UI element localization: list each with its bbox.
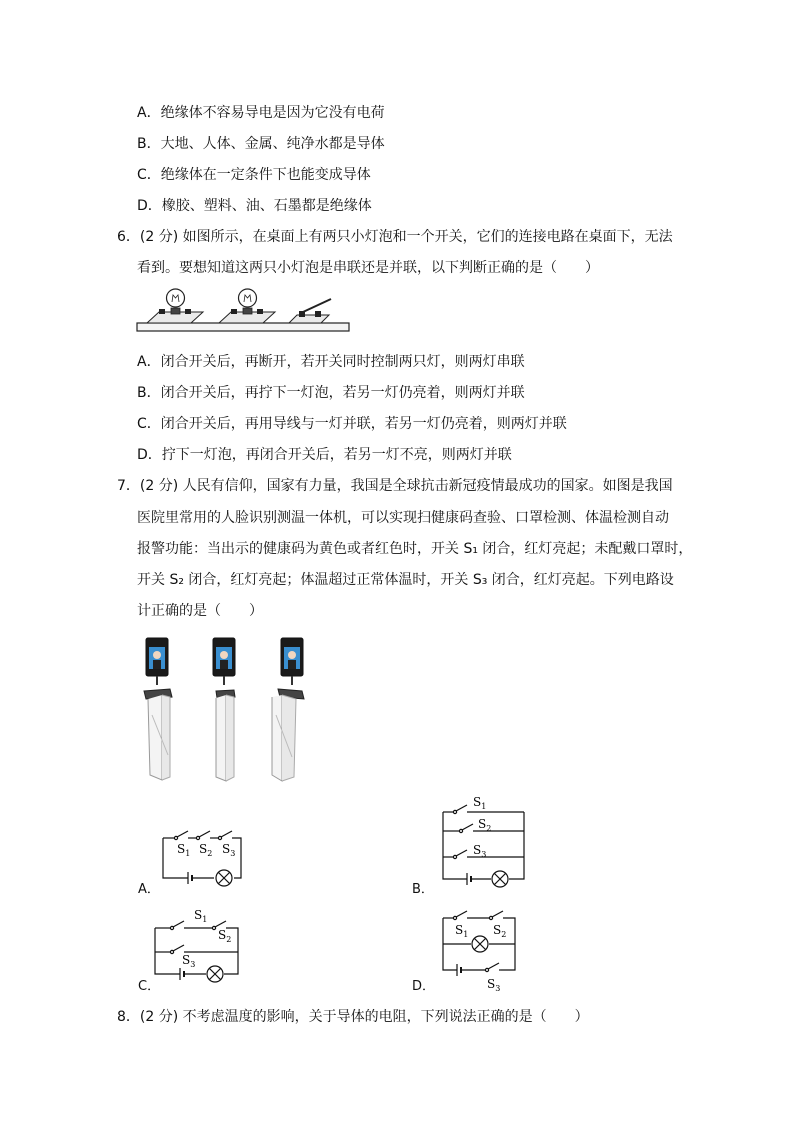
choice-a-label: A．	[138, 882, 160, 897]
choice-c-label: C．	[138, 979, 161, 994]
choice-b-label: B．	[412, 882, 434, 897]
b-s3-label: $S_3$	[473, 843, 487, 859]
kiosk-2	[213, 638, 235, 781]
q5-option-b: B．大地、人体、金属、纯净水都是导体	[137, 136, 385, 152]
q7-stem-line5: 计正确的是（ ）	[137, 603, 263, 619]
c-s2-label: $S_2$	[218, 928, 232, 944]
kiosk-3	[272, 638, 304, 781]
face-recognition-kiosks-figure	[140, 635, 320, 785]
q7-stem-line1: 7．(2 分) 人民有信仰，国家有力量，我国是全球抗击新冠疫情最成功的国家。如图是我国	[117, 478, 673, 494]
q8-stem-line1: 8．(2 分) 不考虑温度的影响，关于导体的电阻，下列说法正确的是（ ）	[117, 1009, 589, 1025]
q5-option-c: C．绝缘体在一定条件下也能变成导体	[137, 167, 371, 183]
q6-option-a: A．闭合开关后，再断开，若开关同时控制两只灯，则两灯串联	[137, 354, 525, 370]
d-s2-label: $S_2$	[493, 923, 507, 939]
q7-stem-line3: 报警功能：当出示的健康码为黄色或者红色时，开关 S₁ 闭合，红灯亮起；未配戴口罩时，	[137, 541, 693, 557]
kiosk-1	[144, 638, 172, 780]
d-s3-label: $S_3$	[487, 977, 501, 993]
q7-stem-line4: 开关 S₂ 闭合，红灯亮起；体温超过正常体温时，开关 S₃ 闭合，红灯亮起。下列电路设	[137, 572, 674, 588]
desk-bulbs-switch-figure	[137, 283, 352, 333]
q5-option-d: D．橡胶、塑料、油、石墨都是绝缘体	[137, 198, 372, 214]
q6-option-c: C．闭合开关后，再用导线与一灯并联，若另一灯仍亮着，则两灯并联	[137, 416, 567, 432]
q6-stem-line1: 6．(2 分) 如图所示，在桌面上有两只小灯泡和一个开关，它们的连接电路在桌面下，无法	[117, 229, 673, 245]
a-s2-label: $S_2$	[199, 842, 213, 858]
choice-d-label: D．	[412, 979, 436, 994]
circuit-diagram-d	[435, 902, 530, 992]
q6-stem-line2: 看到。要想知道这两只小灯泡是串联还是并联，以下判断正确的是（ ）	[137, 260, 599, 276]
c-s1-label: $S_1$	[194, 908, 208, 924]
circuit-diagram-b	[435, 793, 535, 893]
circuit-diagram-c	[152, 902, 252, 992]
q6-option-b: B．闭合开关后，再拧下一灯泡，若另一灯仍亮着，则两灯并联	[137, 385, 525, 401]
q5-option-a: A．绝缘体不容易导电是因为它没有电荷	[137, 105, 385, 121]
circuit-diagram-a	[160, 820, 255, 895]
q7-stem-line2: 医院里常用的人脸识别测温一体机，可以实现扫健康码查验、口罩检测、体温检测自动	[137, 510, 669, 526]
c-s3-label: $S_3$	[182, 953, 196, 969]
q6-option-d: D．拧下一灯泡，再闭合开关后，若另一灯不亮，则两灯并联	[137, 447, 512, 463]
b-s2-label: $S_2$	[478, 817, 492, 833]
a-s1-label: $S_1$	[177, 842, 191, 858]
b-s1-label: $S_1$	[473, 795, 487, 811]
a-s3-label: $S_3$	[222, 842, 236, 858]
d-s1-label: $S_1$	[455, 923, 469, 939]
